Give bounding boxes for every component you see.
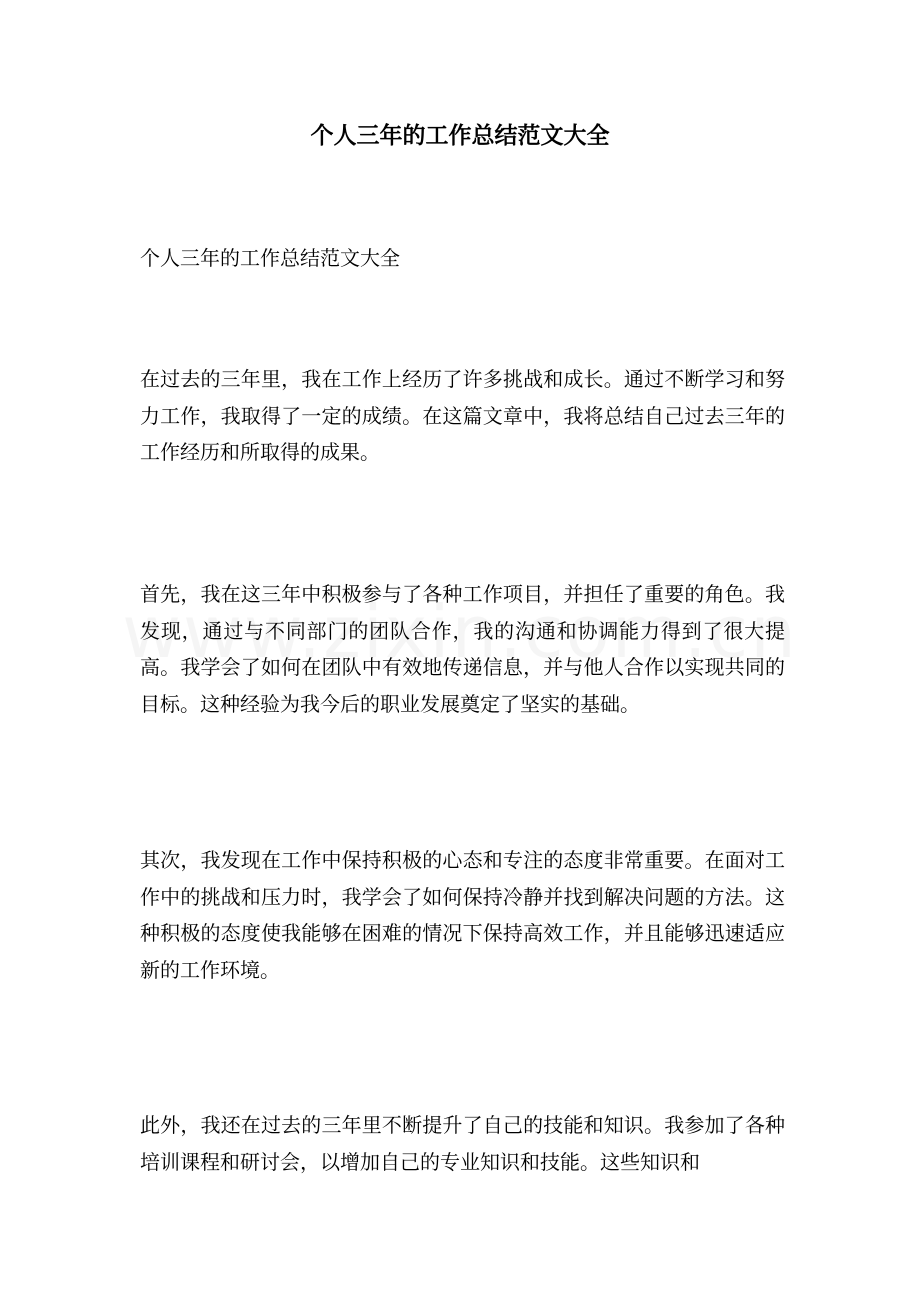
paragraph-1: 在过去的三年里，我在工作上经历了许多挑战和成长。通过不断学习和努力工作，我取得了一定的成绩。在这篇文章中，我将总结自己过去三年的工作经历和所取得的成果。 [140, 367, 785, 464]
document-subtitle: 个人三年的工作总结范文大全 [140, 246, 400, 270]
paragraph-4: 此外，我还在过去的三年里不断提升了自己的技能和知识。我参加了各种培训课程和研讨会，以增加自己的专业知识和技能。这些知识和 [140, 1113, 785, 1174]
paragraph-3: 其次，我发现在工作中保持积极的心态和专注的态度非常重要。在面对工作中的挑战和压力时，我学会了如何保持冷静并找到解决问题的方法。这种积极的态度使我能够在困难的情况下保持高效工作，并且能够迅速适应新的工作环境。 [140, 848, 785, 982]
paragraph-2: 首先，我在这三年中积极参与了各种工作项目，并担任了重要的角色。我发现，通过与不同部门的团队合作，我的沟通和协调能力得到了很大提高。我学会了如何在团队中有效地传递信息，并与他人合作以实现共同的目标。这种经验为我今后的职业发展奠定了坚实的基础。 [140, 582, 785, 716]
document-title: 个人三年的工作总结范文大全 [310, 122, 610, 149]
